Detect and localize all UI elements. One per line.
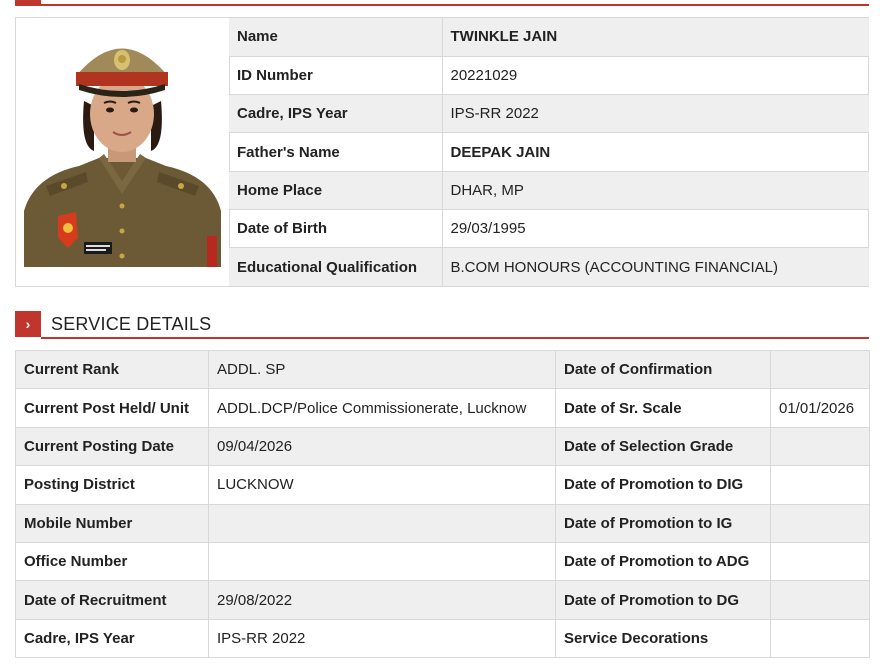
service-label: Office Number bbox=[16, 542, 209, 580]
service-value: 09/04/2026 bbox=[209, 427, 556, 465]
profile-value: TWINKLE JAIN bbox=[442, 18, 869, 56]
service-label: Date of Selection Grade bbox=[556, 427, 771, 465]
service-value bbox=[771, 351, 870, 389]
service-label: Date of Promotion to IG bbox=[556, 504, 771, 542]
service-details-header bbox=[15, 311, 869, 339]
service-row bbox=[16, 619, 870, 657]
service-value: ADDL.DCP/Police Commissionerate, Lucknow bbox=[209, 389, 556, 427]
service-value bbox=[771, 466, 870, 504]
service-row bbox=[16, 581, 870, 619]
service-value: 01/01/2026 bbox=[771, 389, 870, 427]
profile-value: DEEPAK JAIN bbox=[442, 133, 869, 171]
service-row bbox=[16, 504, 870, 542]
service-value bbox=[771, 427, 870, 465]
service-label: Mobile Number bbox=[16, 504, 209, 542]
profile-row bbox=[229, 248, 869, 286]
profile-label: Educational Qualification bbox=[229, 248, 442, 286]
photo-cell bbox=[16, 18, 230, 286]
profile-value: 29/03/1995 bbox=[442, 209, 869, 247]
profile-value: IPS-RR 2022 bbox=[442, 95, 869, 133]
profile-row bbox=[229, 133, 869, 171]
service-value: 29/08/2022 bbox=[209, 581, 556, 619]
profile-value: 20221029 bbox=[442, 56, 869, 94]
profile-row bbox=[229, 209, 869, 247]
service-value bbox=[771, 581, 870, 619]
service-label: Date of Sr. Scale bbox=[556, 389, 771, 427]
officer-portrait-image bbox=[24, 26, 221, 267]
profile-label: Home Place bbox=[229, 171, 442, 209]
section-title: SERVICE DETAILS bbox=[51, 314, 212, 334]
profile-value: DHAR, MP bbox=[442, 171, 869, 209]
profile-row bbox=[229, 95, 869, 133]
officer-photo bbox=[24, 26, 221, 267]
profile-label: Cadre, IPS Year bbox=[229, 95, 442, 133]
profile-row bbox=[229, 56, 869, 94]
top-divider-line bbox=[41, 4, 869, 6]
profile-row bbox=[229, 171, 869, 209]
service-row bbox=[16, 542, 870, 580]
service-label: Current Posting Date bbox=[16, 427, 209, 465]
profile-row bbox=[229, 18, 869, 56]
profile-value: B.COM HONOURS (ACCOUNTING FINANCIAL) bbox=[442, 248, 869, 286]
service-label: Current Post Held/ Unit bbox=[16, 389, 209, 427]
profile-label: Name bbox=[229, 18, 442, 56]
service-label: Current Rank bbox=[16, 351, 209, 389]
service-label: Date of Promotion to DG bbox=[556, 581, 771, 619]
section-underline bbox=[41, 337, 869, 339]
service-row bbox=[16, 389, 870, 427]
officer-profile-card bbox=[15, 17, 869, 287]
profile-details-table bbox=[229, 18, 869, 286]
service-label: Cadre, IPS Year bbox=[16, 619, 209, 657]
service-value bbox=[771, 542, 870, 580]
chevron-right-icon: › bbox=[15, 311, 41, 337]
service-row bbox=[16, 351, 870, 389]
service-value: ADDL. SP bbox=[209, 351, 556, 389]
profile-label: Father's Name bbox=[229, 133, 442, 171]
service-label: Date of Recruitment bbox=[16, 581, 209, 619]
service-value bbox=[209, 542, 556, 580]
profile-label: Date of Birth bbox=[229, 209, 442, 247]
service-row bbox=[16, 427, 870, 465]
profile-label: ID Number bbox=[229, 56, 442, 94]
top-section-divider bbox=[15, 0, 869, 6]
service-value bbox=[771, 504, 870, 542]
service-label: Posting District bbox=[16, 466, 209, 504]
service-label: Date of Promotion to DIG bbox=[556, 466, 771, 504]
service-value: IPS-RR 2022 bbox=[209, 619, 556, 657]
service-details-table bbox=[15, 350, 870, 658]
service-label: Service Decorations bbox=[556, 619, 771, 657]
service-label: Date of Confirmation bbox=[556, 351, 771, 389]
top-divider-accent bbox=[15, 0, 41, 6]
service-row bbox=[16, 466, 870, 504]
service-value bbox=[209, 504, 556, 542]
service-label: Date of Promotion to ADG bbox=[556, 542, 771, 580]
service-value: LUCKNOW bbox=[209, 466, 556, 504]
service-value bbox=[771, 619, 870, 657]
